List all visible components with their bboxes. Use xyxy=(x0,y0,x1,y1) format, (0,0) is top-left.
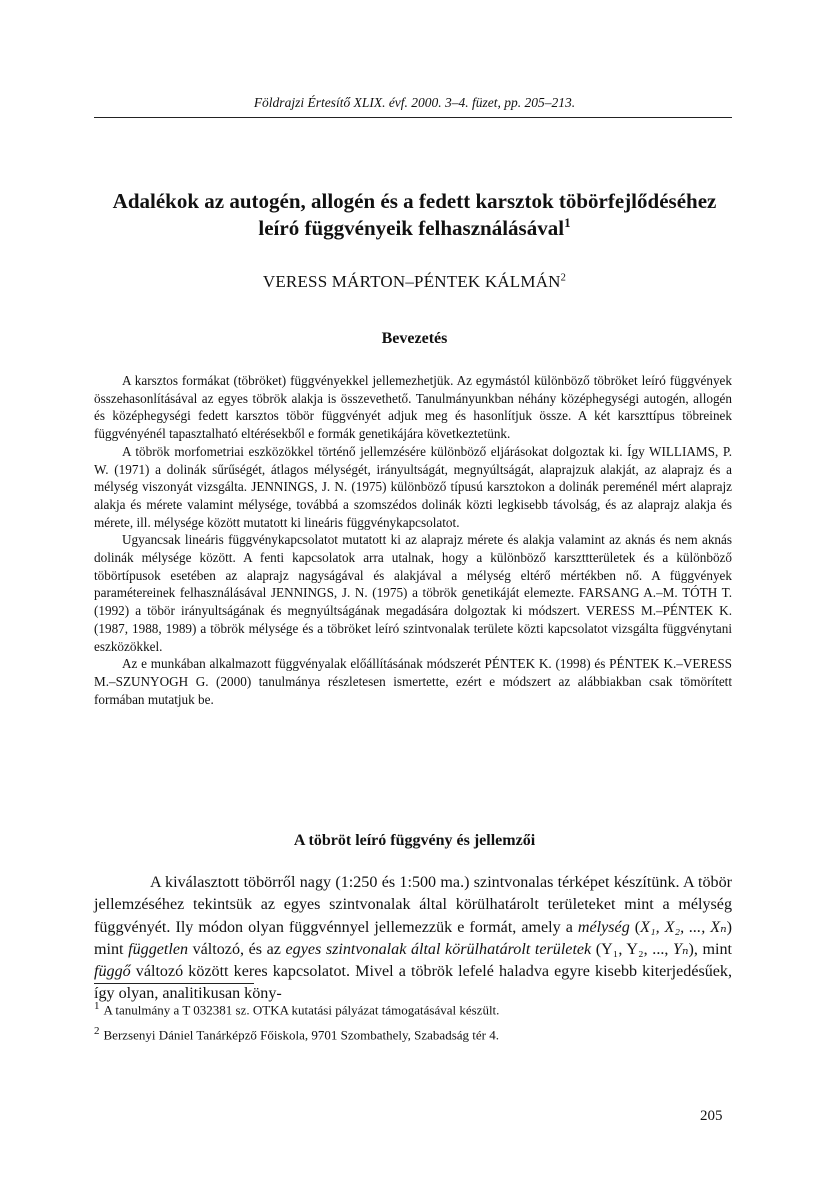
term-depth: mélység xyxy=(577,918,630,936)
header-rule xyxy=(94,117,732,118)
term-x-vars: X₁, X₂, ..., Xₙ xyxy=(640,918,727,936)
intro-paragraph-2: A töbrök morfometriai eszközökkel történő jellemzésére különböző eljárásokat dolgoztak ki. Így WILLIAMS, P. W. (1971) a dolinák sűrűségét, átlagos mélységét, irányultságát, megnyúltságát, alaprajzuk alakját, az alaprajz és a mélység viszonyát vizsgálta. JENNINGS, J. N. (1975) különböző típusú karsztokon a dolinák pereménél mért alaprajz alakja és mérete valamint mélysége, továbbá a szomszédos dolinák közti legkisebb távolság, és az alaprajz alakja és mérete, ill. mélysége között mutatott ki lineáris függvénykapcsolatot. xyxy=(94,443,732,530)
section-heading-method: A töbröt leíró függvény és jellemzői xyxy=(293,832,536,849)
running-head: Földrajzi Értesítő XLIX. évf. 2000. 3–4. füzet, pp. 205–213. xyxy=(253,95,576,110)
footnote-2 xyxy=(94,1023,732,1043)
intro-paragraph-3: Ugyancsak lineáris függvénykapcsolatot mutatott ki az alaprajz mérete és alakja valamint az aknás és nem aknás dolinák mélysége között. A fenti kapcsolatok arra utalnak, hogy a különböző karszttterületek és a különböző töbörtípusok esetében az alaprajz nagyságával és alakjával a mélység eltérő mértékben nő. A függvények paramétereinek felhasználásával JENNINGS, J. N. (1975) a töbrök genetikáját elemezte. FARSANG A.–M. TÓTH T. (1992) a töbör irányultságának és megnyúltságának megadására dolgoztak ki módszert. VERESS M.–PÉNTEK K. (1987, 1988, 1989) a töbrök mélysége és a töbröket leíró szintvonalak területe közti kapcsolatot vizsgálta függvénytani eszközökkel. xyxy=(94,532,732,654)
method-paragraph-1: A kiválasztott töbörről nagy (1:250 és 1:500 ma.) szintvonalas térképet készítünk. A töbör jellemzéséhez tekintsük az egyes szintvonalak által körülhatárolt területeket mint a mélység függvényét. Ily módon olyan függvénnyel jellemezzük e formát, amely a mélység (X₁, X₂, ..., Xₙ) mint független változó, és az egyes szintvonalak által körülhatárolt területek (Y₁, Y₂, ..., Yₙ), mint függő változó között keres kapcsolatot. Mivel a töbrök lefelé haladva egyre kisebb kiterjedésűek, így olyan, analitikusan köny- xyxy=(94,874,732,1003)
authors xyxy=(0,272,829,292)
intro-paragraph-1: A karsztos formákat (töbröket) függvényekkel jellemezhetjük. Az egymástól különböző töbröket leíró függvények összehasonlításával az egyes töbrök alakja is összevethető. Tanulmányunkban néhány középhegységi autogén, allogén és középhegységi fedett karsztos töbör függvényét adjuk meg és hasonlítjuk össze. A két karszttípus töbreinek függvényénél tapasztalható eltérésekből e formák genetikájára következtetünk. xyxy=(94,373,732,442)
method-text xyxy=(94,872,732,1006)
title-footnote-mark: 1 xyxy=(564,215,571,230)
section-heading-intro: Bevezetés xyxy=(381,330,448,347)
term-dependent: függő xyxy=(94,963,131,981)
footnote-1 xyxy=(94,998,732,1018)
footnote-rule xyxy=(94,983,254,984)
page-number: 205 xyxy=(700,1108,723,1124)
author-names: VERESS MÁRTON–PÉNTEK KÁLMÁN xyxy=(262,272,561,291)
footnote-2-text: Berzsenyi Dániel Tanárképző Főiskola, 9701 Szombathely, Szabadság tér 4. xyxy=(103,1027,499,1043)
term-yn: Yₙ xyxy=(673,940,689,958)
footnote-1-mark: 1 xyxy=(94,1000,100,1012)
footnote-2-mark: 2 xyxy=(94,1025,100,1037)
author-footnote-mark: 2 xyxy=(560,272,567,284)
footnote-1-text: A tanulmány a T 032381 sz. OTKA kutatási pályázat támogatásával készült. xyxy=(103,1002,500,1018)
title-line-1: Adalékok az autogén, allogén és a fedett karsztok töbörfejlődéséhez xyxy=(112,189,717,213)
article-title xyxy=(60,188,769,242)
intro-paragraph-4: Az e munkában alkalmazott függvényalak előállításának módszerét PÉNTEK K. (1998) és PÉNTEK K.–VERESS M.–SZUNYOGH G. (2000) tanulmánya részletesen ismertette, ezért e módszert az alábbiakban csak tömörített formában mutatjuk be. xyxy=(94,656,732,707)
title-line-2: leíró függvényeik felhasználásával xyxy=(258,216,565,240)
term-independent: független xyxy=(128,940,189,958)
intro-text xyxy=(94,372,732,708)
term-areas: egyes szintvonalak által körülhatárolt területek xyxy=(285,940,592,958)
